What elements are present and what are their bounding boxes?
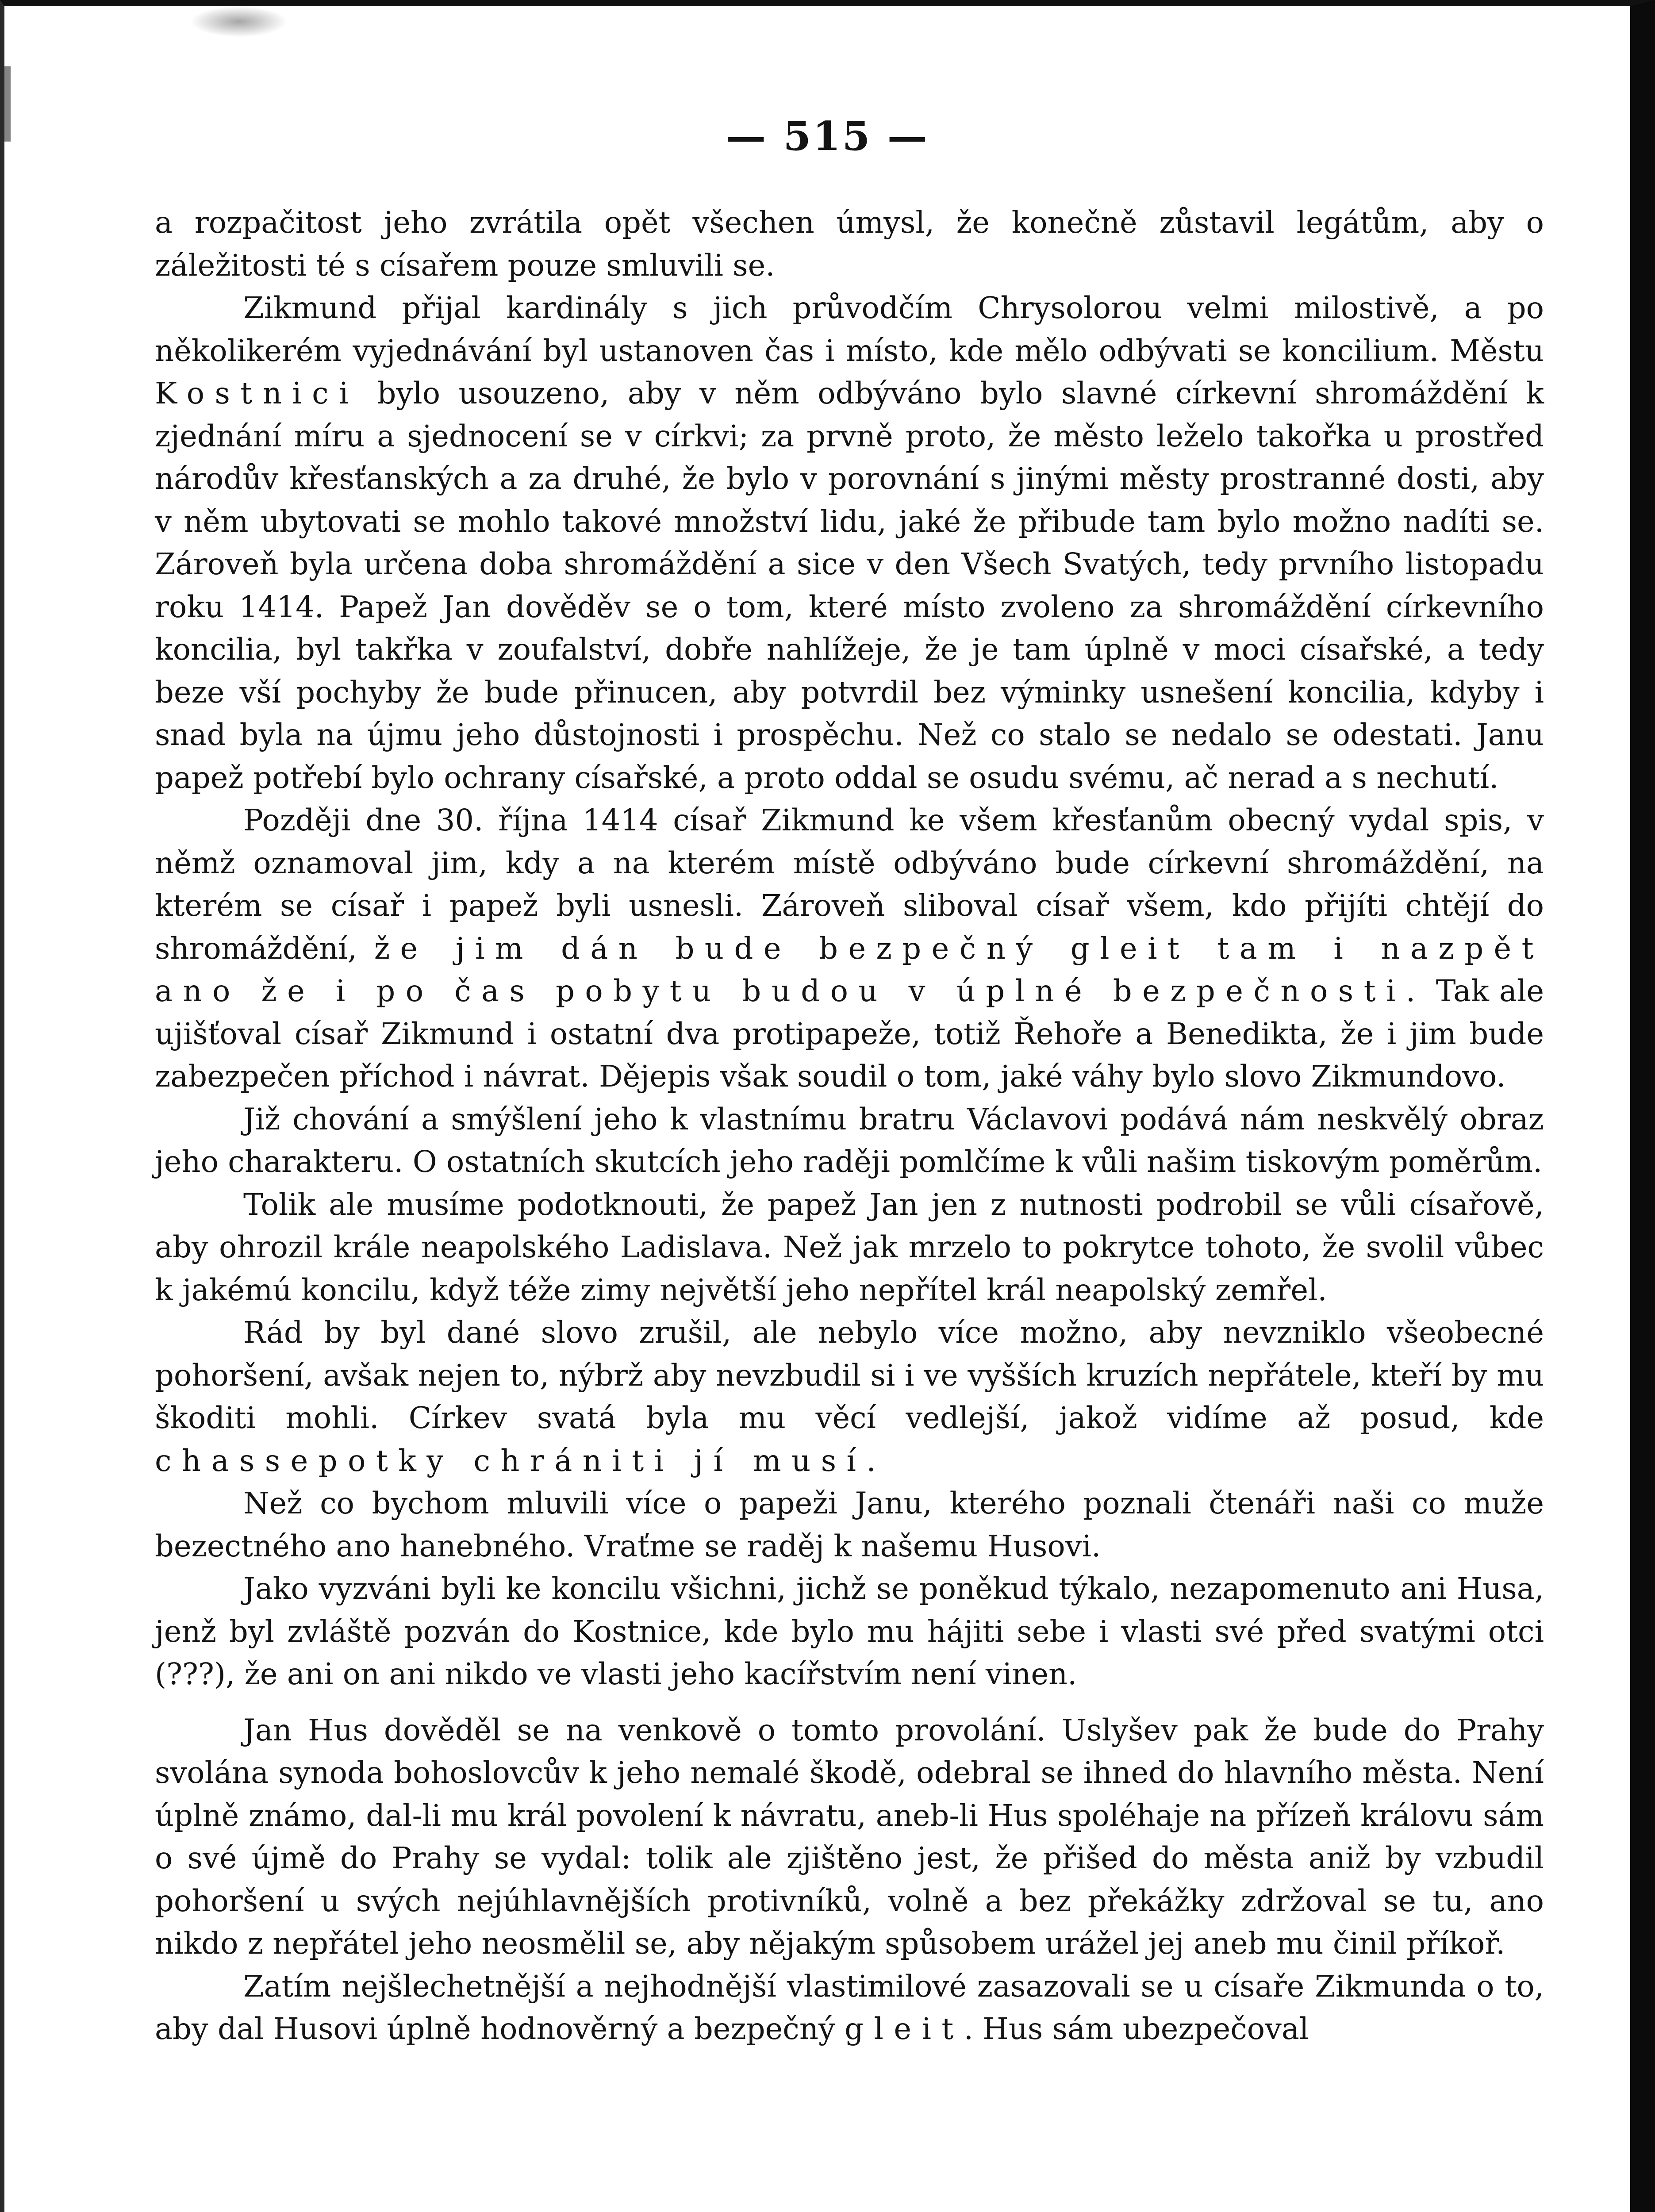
scan-shadow xyxy=(190,6,288,37)
paragraph-8: Jako vyzváni byli ke koncilu všichni, jichž se poněkud týkalo, nezapomenuto ani Husa, jenž byl zvláště pozván do Kostnice, kde bylo mu hájiti sebe i vlasti své před svatými otci (???), že ani on ani nikdo ve vlasti jeho kacířstvím není vinen. xyxy=(155,1571,1544,1691)
paragraph-2-text: Zikmund přijal kardinály s jich průvodčím Chrysolorou velmi milostivě, a po několikerém vyjednávání byl ustanoven čas i místo, kde mělo odbývati se koncilium. Městu xyxy=(155,291,1544,368)
paragraph-6-text: Rád by byl dané slovo zrušil, ale nebylo více možno, aby nevzniklo všeobecné pohoršení, avšak nejen to, nýbrž aby nevzbudil si i ve vyšších kruzích nepřátele, kteří by mu škoditi mohli. Církev svatá byla mu věcí vedlejší, jakož vidíme až posud, kde xyxy=(155,1315,1544,1435)
page-body xyxy=(155,201,1544,2051)
paragraph-4: Již chování a smýšlení jeho k vlastnímu bratru Václavovi podává nám neskvělý obraz jeho charakteru. O ostatních skutcích jeho raději pomlčíme k vůli našim tiskovým poměrům. xyxy=(155,1102,1544,1179)
paragraph-2-emphasis: Kostnici xyxy=(155,376,359,411)
paragraph-9: Jan Hus dověděl se na venkově o tomto provolání. Uslyšev pak že bude do Prahy svolána synoda bohoslovcův k jeho nemalé škodě, odebral se ihned do hlavního města. Není úplně známo, dal-li mu král povolení k návratu, aneb-li Hus spoléhaje na přízeň královu sám o své újmě do Prahy se vydal: tolik ale zjištěno jest, že přišed do města aniž by vzbudil pohoršení u svých nejúhlavnějších protivníků, volně a bez překážky zdržoval se tu, ano nikdo z nepřátel jeho neosmělil se, aby nějakým spůsobem urážel jej aneb mu činil příkoř. xyxy=(155,1713,1544,1961)
paragraph-6-emphasis: chassepotky chrániti jí musí. xyxy=(155,1443,887,1478)
paragraph-10 xyxy=(155,1965,1544,2051)
paragraph-2-text-cont: bylo usouzeno, aby v něm odbýváno bylo slavné církevní shromáždění k zjednání míru a sjednocení se v církvi; za prvně proto, že město leželo takořka u prostřed národův křesťanských a za druhé, že bylo v porovnání s jinými městy prostranné dosti, aby v něm ubytovati se mohlo takové množství lidu, jaké že přibude tam bylo možno nadíti se. Zároveň byla určena doba shromáždění a sice v den Všech Svatých, tedy prvního listopadu roku 1414. Papež Jan dověděv se o tom, které místo zvoleno za shromáždění církevního koncilia, byl takřka v zoufalství, dobře nahlížeje, že je tam úplně v moci císařské, a tedy beze vší pochyby že bude přinucen, aby potvrdil bez výminky usnešení koncilia, kdyby i snad byla na újmu jeho důstojnosti i prospěchu. Než co stalo se nedalo se odestati. Janu papež potřebí bylo ochrany císařské, a proto oddal se osudu svému, ač nerad a s nechutí. xyxy=(155,376,1544,795)
paragraph-10-text: Zatím nejšlechetnější a nejhodnější vlastimilové zasazovali se u císaře Zikmunda o to, aby dal Husovi úplně hodnověrný a bezpečný xyxy=(155,1969,1544,2046)
paragraph-1: a rozpačitost jeho zvrátila opět všechen úmysl, že konečně zůstavil legátům, aby o záležitosti té s císařem pouze smluvili se. xyxy=(155,205,1544,283)
paragraph-5: Tolik ale musíme podotknouti, že papež Jan jen z nutnosti podrobil se vůli císařově, aby ohrozil krále neapolského Ladislava. Než jak mrzelo to pokrytce tohoto, že svolil vůbec k jakémú koncilu, když téže zimy největší jeho nepřítel král neapolský zemřel. xyxy=(155,1187,1544,1307)
paragraph-10-emphasis: gleit xyxy=(845,2012,964,2046)
paragraph-3 xyxy=(155,799,1544,1098)
paragraph-3-emphasis: že jim dán bude bezpečný gleit tam i nazpět ano že i po čas pobytu budou v úplné bezpečnosti. xyxy=(155,931,1544,1008)
paragraph-7: Než co bychom mluvili více o papeži Janu, kterého poznali čtenáři naši co muže bezectného ano hanebného. Vraťme se raděj k našemu Husovi. xyxy=(155,1486,1544,1563)
paragraph-3-text: Později dne 30. října 1414 císař Zikmund ke všem křesťanům obecný vydal spis, v němž oznamoval jim, kdy a na kterém místě odbýváno bude církevní shromáždění, na kterém se císař i papež byli usnesli. Zároveň sliboval císař všem, kdo přijíti chtějí do shromáždění, xyxy=(155,803,1544,966)
paragraph-3-text-cont: Tak ale ujišťoval císař Zikmund i ostatní dva protipapeže, totiž Řehoře a Benedikta, že i jim bude zabezpečen příchod i návrat. Dějepis však soudil o tom, jaké váhy bylo slovo Zikmundovo. xyxy=(155,974,1544,1094)
paragraph-2 xyxy=(155,287,1544,799)
paragraph-6 xyxy=(155,1311,1544,1482)
paragraph-10-text-cont: . Hus sám ubezpečoval xyxy=(964,2012,1309,2046)
page-number: — 515 — xyxy=(726,113,929,160)
